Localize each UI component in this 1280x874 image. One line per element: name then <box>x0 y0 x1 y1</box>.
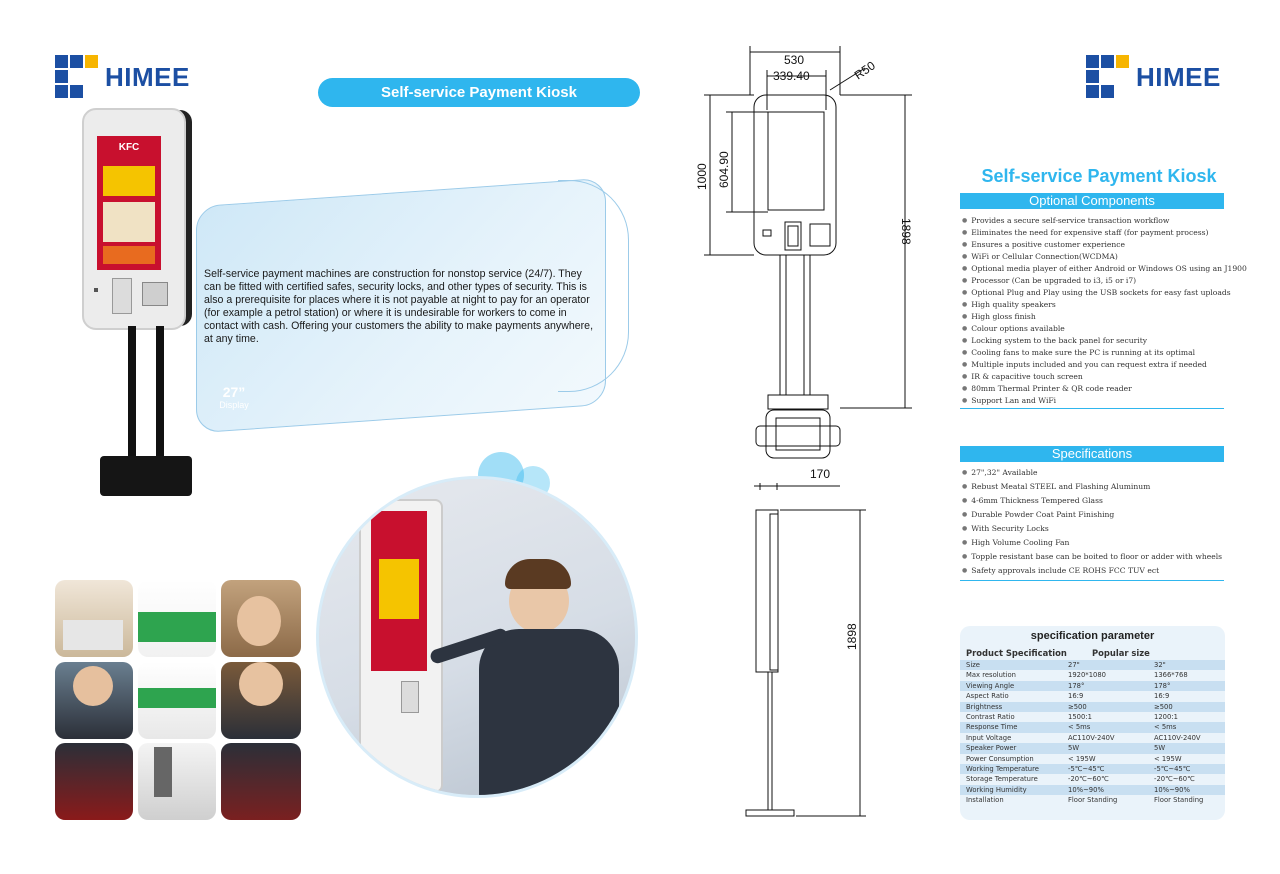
table-cell: 16:9 <box>1068 692 1084 701</box>
table-cell: 178° <box>1068 681 1085 690</box>
spec-table-header <box>960 646 1225 660</box>
table-cell: 27" <box>1068 661 1080 669</box>
kiosk-pole-right <box>156 326 164 458</box>
right-title: Self-service Payment Kiosk <box>981 166 1217 186</box>
brand-name: HIMEE <box>105 61 190 92</box>
list-item: ● Optional media player of either Android or Windows OS using an J1900 <box>962 263 1226 275</box>
table-row <box>960 691 1225 701</box>
table-cell: Speaker Power <box>966 744 1017 753</box>
collage-photo <box>138 580 216 657</box>
list-item: ● Locking system to the back panel for security <box>962 335 1226 347</box>
table-row <box>960 795 1225 805</box>
list-item: ● 27",32" Available <box>962 466 1226 480</box>
table-cell: Floor Standing <box>1154 796 1204 805</box>
table-cell: Working Temperature <box>966 764 1039 773</box>
list-item: ● Provides a secure self-service transaction workflow <box>962 215 1226 227</box>
table-cell: 16:9 <box>1154 692 1170 701</box>
collage-photo <box>138 743 216 820</box>
specifications-heading: Specifications <box>960 446 1224 462</box>
table-cell: Installation <box>966 796 1004 805</box>
table-cell: Input Voltage <box>966 733 1012 742</box>
table-row <box>960 670 1225 680</box>
technical-drawing <box>680 40 940 830</box>
table-cell: 32" <box>1154 661 1166 669</box>
specifications-list <box>962 466 1226 578</box>
table-cell: AC110V-240V <box>1154 733 1201 742</box>
collage-photo <box>221 662 301 739</box>
dim-screen-width: 339.40 <box>773 69 810 83</box>
list-item: ● Eliminates the need for expensive staff (for payment process) <box>962 227 1226 239</box>
kiosk-screen: KFC <box>97 136 161 270</box>
list-item: ● Cooling fans to make sure the PC is running at its optimal <box>962 347 1226 359</box>
table-cell: Viewing Angle <box>966 681 1015 690</box>
table-cell: ≥500 <box>1154 702 1173 711</box>
table-cell: 178° <box>1154 681 1171 690</box>
logo-mark-icon <box>55 55 99 99</box>
list-item: ● Colour options available <box>962 323 1226 335</box>
table-cell: -20℃~60℃ <box>1154 775 1195 784</box>
table-row <box>960 660 1225 670</box>
list-item: ● Processor (Can be upgraded to i3, i5 or i7) <box>962 275 1226 287</box>
table-cell: 1500:1 <box>1068 712 1092 721</box>
brand-name: HIMEE <box>1136 61 1221 92</box>
divider <box>960 580 1224 581</box>
spec-table-body <box>960 660 1225 805</box>
collage-photo <box>55 743 133 820</box>
list-item: ● 80mm Thermal Printer & QR code reader <box>962 383 1226 395</box>
table-cell: AC110V-240V <box>1068 733 1115 742</box>
table-cell: Aspect Ratio <box>966 692 1009 701</box>
badge-size: 27” <box>222 384 246 400</box>
table-row <box>960 722 1225 732</box>
table-row <box>960 743 1225 753</box>
table-cell: 5W <box>1154 744 1166 753</box>
dim-width: 530 <box>784 53 805 67</box>
list-item: ● 4-6mm Thickness Tempered Glass <box>962 494 1226 508</box>
table-cell: 10%~90% <box>1154 785 1190 794</box>
list-item: ● Safety approvals include CE ROHS FCC TUV ect <box>962 564 1226 578</box>
list-item: ● High Volume Cooling Fan <box>962 536 1226 550</box>
dim-head-height: 1000 <box>695 163 709 190</box>
list-item: ● Optional Plug and Play using the USB sockets for easy fast uploads <box>962 287 1226 299</box>
spec-col-product: Product Specification <box>966 648 1067 658</box>
table-cell: Size <box>966 661 980 669</box>
list-item: ● WiFi or Cellular Connection(WCDMA) <box>962 251 1226 263</box>
table-row <box>960 764 1225 774</box>
list-item: ● Multiple inputs included and you can request extra if needed <box>962 359 1226 371</box>
description-text: Self-service payment machines are construction for nonstop service (24/7). They can be fitted with certified safes, security locks, and other types of security. This is also a prerequisite for places where it is not payable at night to pay for an operator (for example a petrol station) or where it is undesirable for workers to come in contact with cash. Offering your customers the ability to make payments anywhere, at any time. <box>204 268 594 345</box>
table-cell: Brightness <box>966 702 1003 711</box>
collage-photo <box>138 662 216 739</box>
spec-col-popular: Popular size <box>1092 648 1150 658</box>
list-item: ● Support Lan and WiFi <box>962 395 1226 407</box>
list-item: ● Topple resistant base can be boited to floor or adder with wheels <box>962 550 1226 564</box>
kiosk-product-image <box>82 108 194 330</box>
table-cell: 1366*768 <box>1154 671 1188 680</box>
collage-photo <box>221 743 301 820</box>
table-row <box>960 754 1225 764</box>
list-item: ● Rebust Meatal STEEL and Flashing Aluminum <box>962 480 1226 494</box>
table-row <box>960 702 1225 712</box>
brand-logo <box>55 55 190 99</box>
dim-side-height: 1898 <box>845 623 859 650</box>
table-row <box>960 785 1225 795</box>
display-size-badge <box>214 384 254 420</box>
table-cell: Contrast Ratio <box>966 712 1015 721</box>
table-cell: 1920*1080 <box>1068 671 1106 680</box>
list-item: ● High quality speakers <box>962 299 1226 311</box>
table-cell: ≥500 <box>1068 702 1087 711</box>
collage-photo <box>55 662 133 739</box>
table-cell: -5℃~45℃ <box>1068 764 1105 773</box>
table-row <box>960 681 1225 691</box>
kiosk-base <box>100 456 192 496</box>
list-item: ● IR & capacitive touch screen <box>962 371 1226 383</box>
table-cell: < 195W <box>1068 754 1096 763</box>
table-cell: < 5ms <box>1068 723 1091 732</box>
badge-label: Display <box>219 400 249 410</box>
spec-parameter-table <box>960 626 1225 820</box>
divider <box>960 408 1224 409</box>
table-cell: -5℃~45℃ <box>1154 764 1191 773</box>
kiosk-pole-left <box>128 326 136 458</box>
table-row <box>960 733 1225 743</box>
dim-total-height: 1898 <box>899 218 913 245</box>
collage-photo <box>55 580 133 657</box>
page-title: Self-service Payment Kiosk <box>318 78 640 107</box>
list-item: ● Durable Powder Coat Paint Finishing <box>962 508 1226 522</box>
table-cell: < 195W <box>1154 754 1182 763</box>
table-cell: Power Consumption <box>966 754 1034 763</box>
table-cell: Max resolution <box>966 671 1016 680</box>
dim-depth: 170 <box>810 467 831 481</box>
table-cell: < 5ms <box>1154 723 1177 732</box>
optional-components-list <box>962 215 1247 407</box>
table-cell: 1200:1 <box>1154 712 1178 721</box>
table-row <box>960 774 1225 784</box>
optional-components-heading: Optional Components <box>960 193 1224 209</box>
dim-radius: R50 <box>851 58 878 83</box>
spec-table-title: specification parameter <box>1030 630 1155 642</box>
collage-photo <box>221 580 301 657</box>
table-cell: Storage Temperature <box>966 775 1038 784</box>
dim-screen-height: 604.90 <box>717 151 731 188</box>
table-cell: 5W <box>1068 744 1080 753</box>
table-cell: -20℃~60℃ <box>1068 775 1109 784</box>
list-item: ● With Security Locks <box>962 522 1226 536</box>
logo-mark-icon <box>1086 55 1130 99</box>
table-cell: Working Humidity <box>966 785 1027 794</box>
table-cell: 10%~90% <box>1068 785 1104 794</box>
list-item: ● Ensures a positive customer experience <box>962 239 1226 251</box>
table-cell: Floor Standing <box>1068 796 1118 805</box>
brand-logo-right <box>1086 55 1221 99</box>
table-row <box>960 712 1225 722</box>
list-item: ● High gloss finish <box>962 311 1226 323</box>
table-cell: Response Time <box>966 723 1018 732</box>
usage-photo <box>316 476 638 798</box>
